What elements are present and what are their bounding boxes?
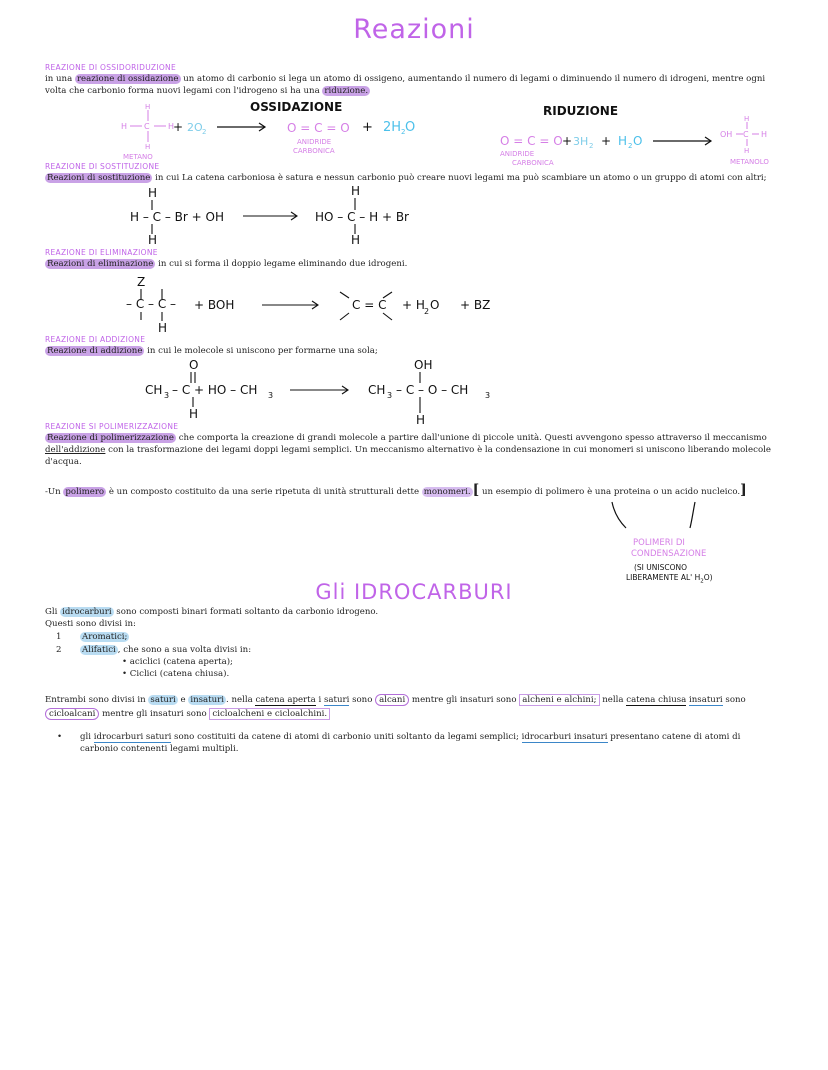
idrocarburi-saturi-insaturi: gli idrocarburi saturi sono costituiti da catene di atomi di carbonio uniti soltanto da legami semplici; idrocarburi insaturi presentano catene di atomi di carbonio contenenti legami multipli. [80, 732, 741, 754]
svg-text:3: 3 [164, 391, 170, 400]
list-item-aromatici-number: 1 [56, 632, 62, 642]
svg-text:H: H [148, 233, 158, 247]
condensation-subnote: (SI UNISCONO LIBERAMENTE AL' $H_2O$) [626, 563, 713, 585]
svg-text:H: H [351, 233, 361, 247]
idrocarburi-title: Gli IDROCARBURI [315, 580, 513, 604]
eliminazione-equation [120, 272, 510, 336]
sostituzione-text: Reazioni di sostituzione in cui La catena carboniosa è satura e nessun carbonio può creare nuovi legami ma può scambiare un atomo o un gruppo di atomi con altri; [47, 173, 767, 183]
svg-text:H – C – Br + OH: H – C – Br + OH [130, 210, 224, 224]
ossidazione-label: OSSIDAZIONE [250, 100, 343, 114]
svg-text:3: 3 [387, 391, 393, 400]
svg-text:H: H [761, 130, 768, 139]
svg-text:3H: 3H [573, 135, 589, 148]
list-item-alifatici-number: 2 [56, 645, 62, 655]
svg-text:ANIDRIDE: ANIDRIDE [297, 138, 332, 146]
svg-text:+ BOH: + BOH [194, 298, 235, 312]
metano-label: METANO [123, 153, 153, 161]
list-item-aromatici: Aromatici; [82, 632, 128, 642]
svg-text:H: H [145, 143, 151, 151]
svg-text:O: O [189, 358, 199, 372]
svg-text:CH: CH [368, 383, 386, 397]
svg-text:H: H [744, 147, 750, 155]
svg-text:O: O [405, 120, 416, 135]
svg-text:H: H [158, 321, 168, 335]
list-item-alifatici: Alifatici , che sono a sua volta divisi in: [82, 645, 252, 655]
riduzione-label: RIDUZIONE [543, 104, 619, 118]
svg-text:H: H [416, 413, 426, 427]
metanolo-label: METANOLO [730, 158, 769, 166]
svg-text:3: 3 [485, 391, 491, 400]
ossidazione-equation [115, 100, 435, 162]
polimero-text: -Un polimero è un composto costituito da una serie ripetuta di unità strutturali dette monomeri. [ un esempio di polimero è una proteina o un acido nucleico.] [45, 482, 747, 498]
section-heading-polimerizzazione: REAZIONE SI POLIMERIZZAZIONE [45, 422, 179, 431]
svg-text:– C + HO – CH: – C + HO – CH [172, 383, 258, 397]
addizione-equation [140, 356, 520, 428]
svg-text:H: H [189, 407, 199, 421]
svg-text:C = C: C = C [352, 298, 387, 312]
addizione-text: Reazione di addizione in cui le molecole si uniscono per formarne una sola; [47, 346, 378, 356]
sublist-item-ciclici: • Ciclici (catena chiusa). [122, 669, 230, 679]
page-title: Reazioni [353, 14, 475, 45]
svg-text:+: + [173, 120, 184, 134]
svg-text:2: 2 [424, 307, 430, 316]
svg-text:2O: 2O [187, 121, 203, 134]
svg-text:+: + [601, 134, 612, 148]
section-heading-sostituzione: REAZIONE DI SOSTITUZIONE [45, 162, 160, 171]
svg-text:+ BZ: + BZ [460, 298, 491, 312]
svg-text:2: 2 [401, 128, 406, 136]
section-heading-ossidoriduzione: REAZIONE DI OSSIDORIDUZIONE [45, 63, 177, 72]
svg-text:– C – O – CH: – C – O – CH [396, 383, 469, 397]
svg-text:O = C = O: O = C = O [287, 121, 350, 135]
svg-text:H: H [351, 184, 361, 198]
svg-text:CH: CH [145, 383, 163, 397]
svg-text:3: 3 [268, 391, 274, 400]
svg-text:ANIDRIDE: ANIDRIDE [500, 150, 535, 158]
section-heading-addizione: REAZIONE DI ADDIZIONE [45, 335, 146, 344]
svg-text:CARBONICA: CARBONICA [293, 147, 335, 155]
svg-text:H: H [168, 122, 175, 131]
svg-text:Z: Z [137, 275, 146, 289]
svg-text:OH: OH [720, 130, 733, 139]
eliminazione-text: Reazioni di eliminazione in cui si forma il doppio legame eliminando due idrogeni. [47, 259, 408, 269]
polimerizzazione-text: Reazione di polimerizzazione che comporta la creazione di grandi molecole a partire dall'unione di piccole unità. Questi avvengono spesso attraverso il meccanismo dell'addizione con la trasformazione dei legami doppi legami semplici. Un meccanismo alternativo è la condensazione in cui monomeri si uniscono liberando molecole d'acqua. [45, 433, 771, 467]
sublist-item-aciclici: • aciclici (catena aperta); [122, 657, 233, 667]
condensation-note: POLIMERI DI CONDENSAZIONE [631, 538, 707, 559]
svg-text:H: H [145, 103, 151, 111]
svg-text:H: H [148, 186, 158, 200]
condensation-pointer-lines [600, 498, 710, 532]
svg-text:+ H: + H [402, 298, 425, 312]
svg-text:O = C = O: O = C = O [500, 134, 563, 148]
idrocarburi-classificazione: Entrambi sono divisi in saturi e insaturi . nella catena aperta i saturi sono alcani mentre gli insaturi sono alcheni e alchini; nella catena chiusa insaturi sono cicloalcani mentre gli insaturi sono cicloalcheni e cicloalchini. [45, 695, 746, 719]
svg-text:+: + [362, 120, 373, 135]
sostituzione-equation [125, 184, 445, 248]
bullet-dot: • [57, 732, 63, 742]
idrocarburi-divisi: Questi sono divisi in: [45, 619, 136, 629]
svg-text:HO – C – H + Br: HO – C – H + Br [315, 210, 409, 224]
svg-text:+: + [562, 134, 573, 148]
svg-text:2: 2 [589, 142, 594, 150]
svg-text:OH: OH [414, 358, 433, 372]
svg-text:C: C [144, 122, 150, 131]
ossidoriduzione-text: in una reazione di ossidazione un atomo di carbonio si lega un atomo di ossigeno, aumentando il numero di legami o diminuendo il numero di idrogeni, mentre ogni volta che carbonio forma nuovi legami con l'idrogeno si ha una riduzione. [45, 74, 766, 96]
svg-text:H: H [121, 122, 128, 131]
svg-text:H: H [618, 134, 628, 148]
svg-text:H: H [744, 115, 750, 123]
section-heading-eliminazione: REAZIONE DI ELIMINAZIONE [45, 248, 158, 257]
idrocarburi-intro: Gli idrocarburi sono composti binari formati soltanto da carbonio idrogeno. [45, 607, 379, 617]
svg-text:O: O [633, 134, 643, 148]
svg-text:CARBONICA: CARBONICA [512, 159, 554, 167]
svg-text:O: O [430, 298, 440, 312]
svg-text:C: C [743, 130, 749, 139]
svg-text:2: 2 [628, 142, 633, 150]
svg-text:2H: 2H [383, 120, 402, 135]
svg-text:– C – C –: – C – C – [126, 297, 177, 311]
riduzione-equation [498, 112, 788, 170]
svg-text:2: 2 [202, 128, 207, 136]
